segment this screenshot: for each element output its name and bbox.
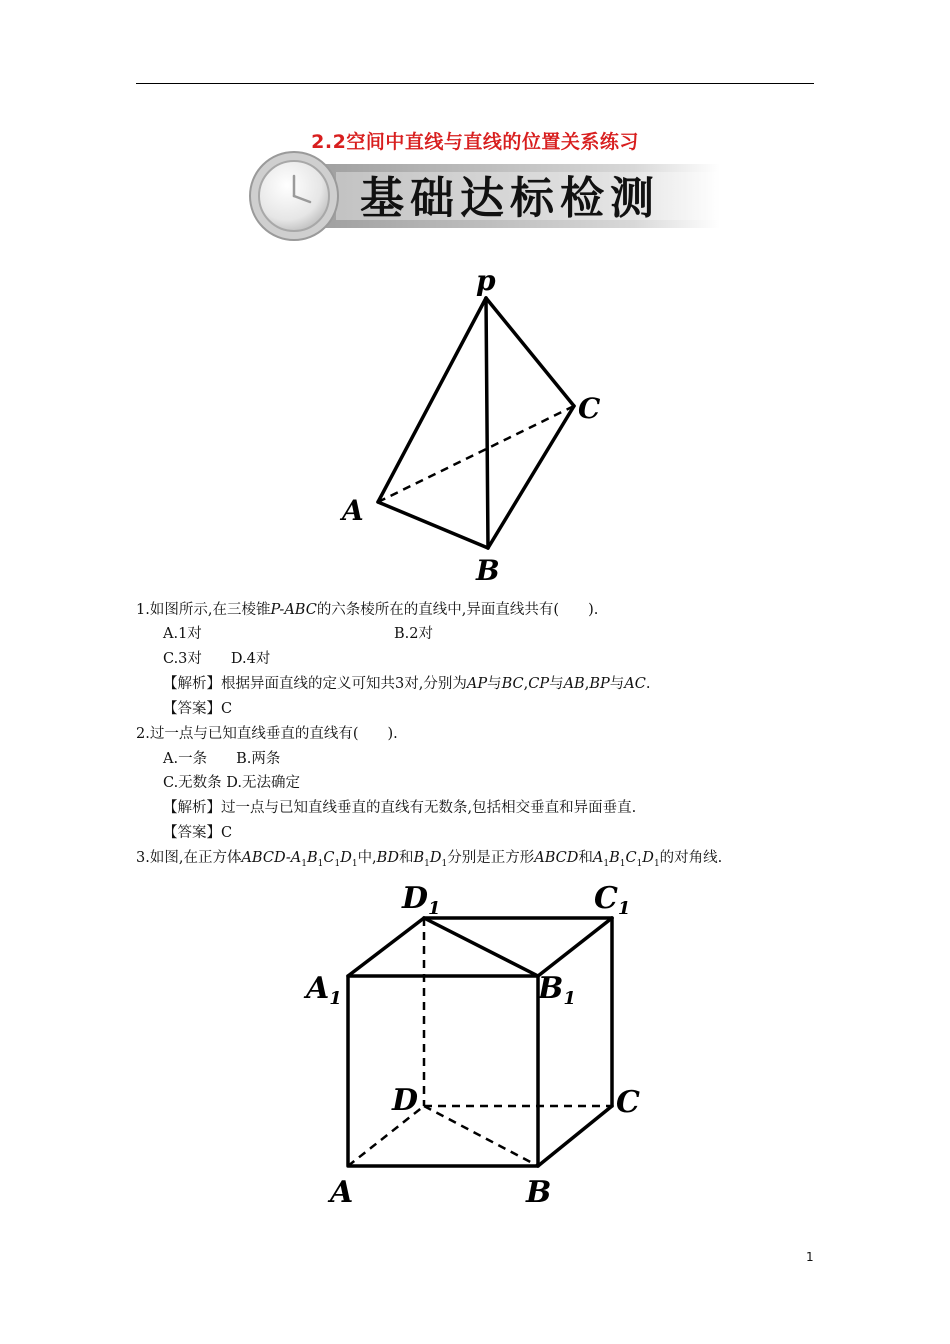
svg-text:D1: $D_1$ <box>402 881 441 919</box>
question-1-stem: 1.如图所示,在三棱锥P-ABC的六条棱所在的直线中,异面直线共有( ). <box>136 602 599 618</box>
q2-options-cd: C.无数条 D.无法确定 <box>163 775 301 791</box>
page-number: 1 <box>806 1250 814 1264</box>
svg-text:C1: $C_1$ <box>594 881 631 919</box>
section-banner <box>248 150 720 242</box>
label-a: A <box>342 494 364 527</box>
q1-analysis: 【解析】根据异面直线的定义可知共3对,分别为AP与BC,CP与AB,BP与AC. <box>163 676 651 692</box>
cube-figure <box>300 876 650 1216</box>
q2-options-ab: A.一条 B.两条 <box>163 751 281 767</box>
question-3-stem: 3.如图,在正方体ABCD-$A_1B_1C_1D_1$中,BD和$B_1D_1$分别是正方形ABCD和$A_1B_1C_1D_1$的对角线. <box>136 850 723 869</box>
page-title: 2.2空间中直线与直线的位置关系练习 <box>311 131 639 153</box>
label-d1: D <box>402 881 429 916</box>
question-2-stem: 2.过一点与已知直线垂直的直线有( ). <box>136 726 398 742</box>
label-c: C <box>578 392 601 425</box>
q2-answer: 【答案】C <box>163 825 233 841</box>
q1-option-a: A.1对 <box>163 626 202 642</box>
q1-options-cd: C.3对 D.4对 <box>163 651 271 667</box>
banner-text: 基础达标检测 <box>360 173 660 224</box>
svg-text:B1: $B_1$ <box>538 971 576 1009</box>
label-c: C <box>616 1085 640 1120</box>
label-a: A <box>330 1175 354 1210</box>
header-rule <box>136 83 814 84</box>
label-b: B <box>476 554 500 587</box>
label-a1: A <box>306 971 330 1006</box>
q2-analysis: 【解析】过一点与已知直线垂直的直线有无数条,包括相交垂直和异面垂直. <box>163 800 637 816</box>
pyramid-figure <box>330 262 620 592</box>
svg-text:A1: $A_1$ <box>303 971 342 1009</box>
label-b: B <box>526 1175 552 1210</box>
label-p: p <box>476 264 496 297</box>
q1-answer: 【答案】C <box>163 701 233 717</box>
label-d: D <box>392 1083 419 1118</box>
q1-option-b: B.2对 <box>394 626 433 642</box>
label-b1: B <box>538 971 564 1006</box>
label-c1: C <box>594 881 618 916</box>
